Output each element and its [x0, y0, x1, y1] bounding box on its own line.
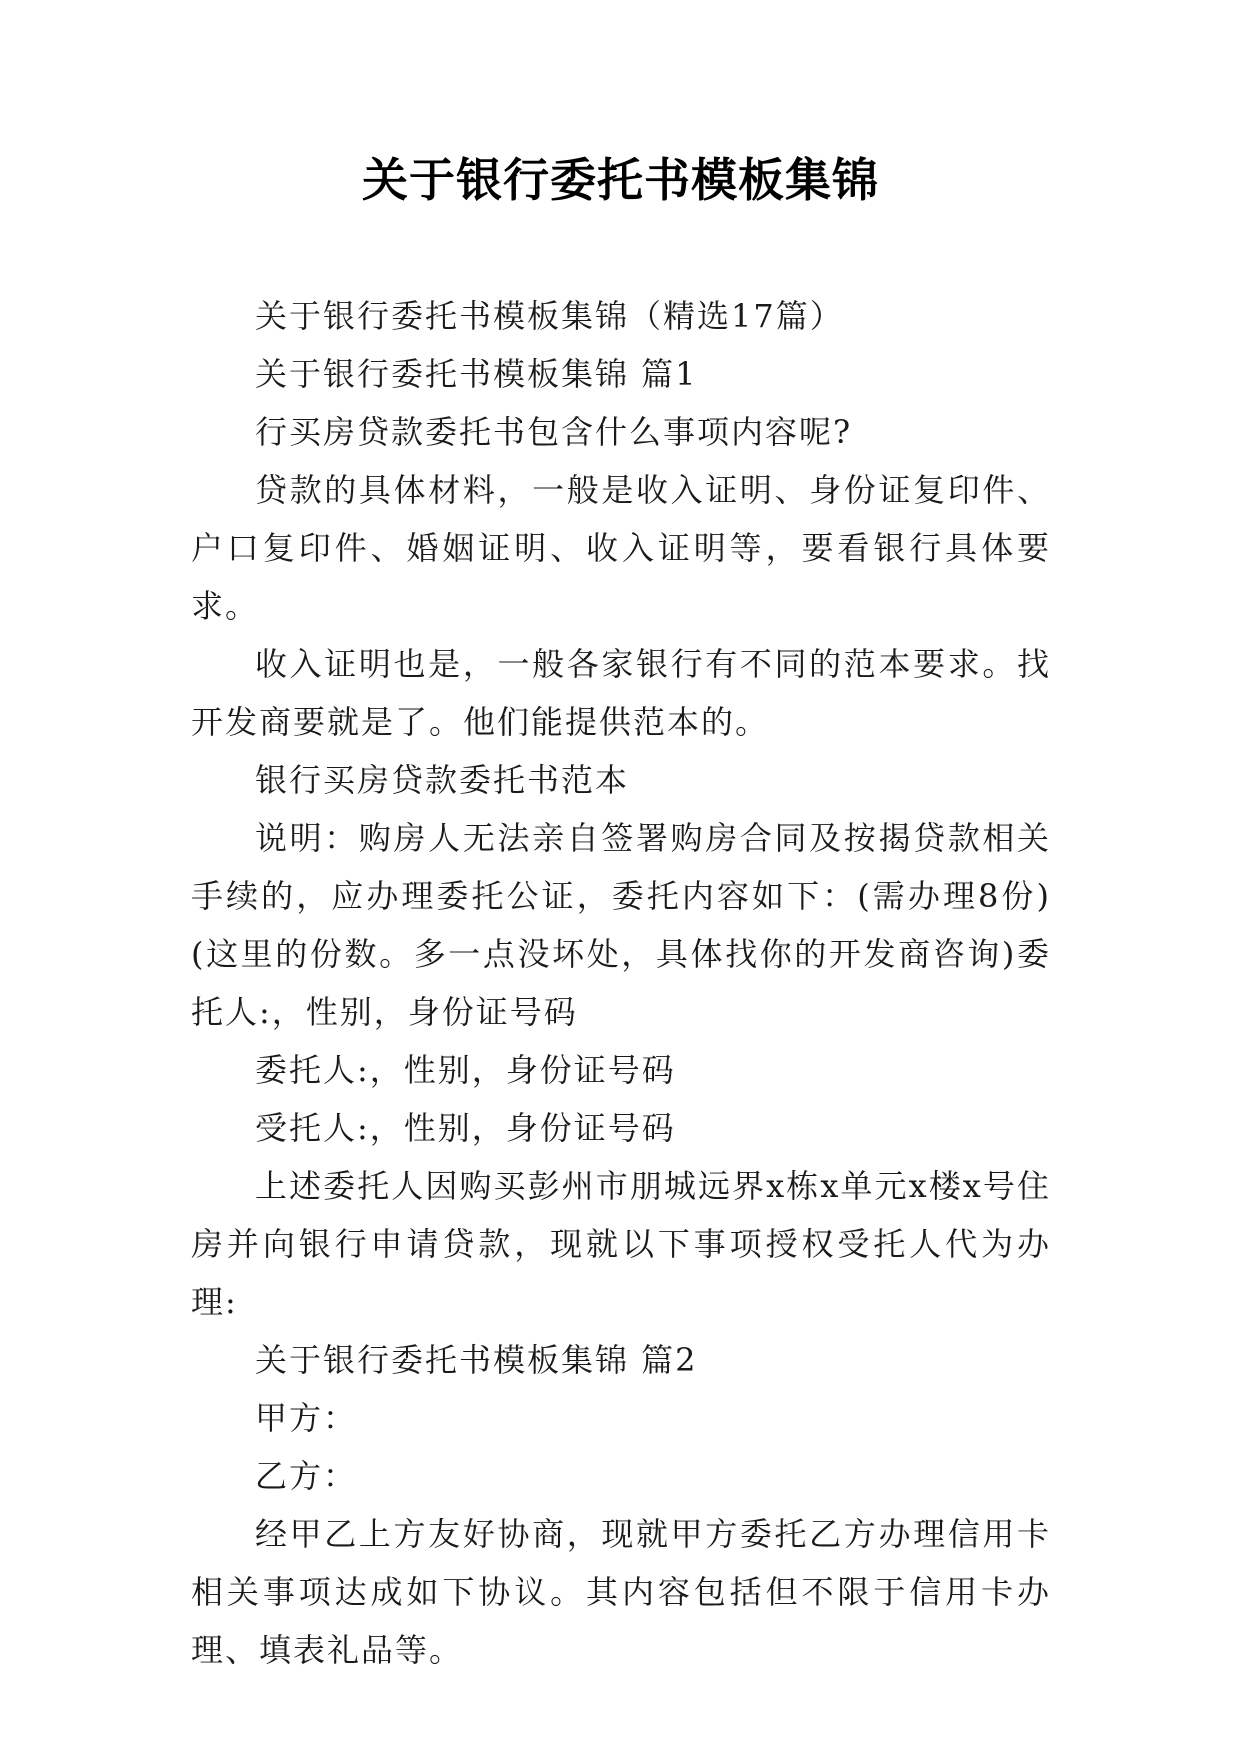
paragraph-agent: 受托人:，性别，身份证号码: [255, 1109, 676, 1147]
paragraph-authorization: 上述委托人因购买彭州市朋城远界x栋x单元x楼x号住房并向银行申请贷款，现就以下事项授权受托人代为办理:: [191, 1167, 1051, 1321]
paragraph-template-heading: 银行买房贷款委托书范本: [255, 761, 630, 799]
paragraph-party-a: 甲方：: [255, 1399, 358, 1437]
paragraph-principal: 委托人:，性别，身份证号码: [255, 1051, 676, 1089]
document-title: 关于银行委托书模板集锦: [362, 153, 879, 207]
paragraph-instructions: 说明：购房人无法亲自签署购房合同及按揭贷款相关手续的，应办理委托公证，委托内容如下：(需办理8份)(这里的份数。多一点没坏处，具体找你的开发商咨询)委托人:，性别，身份证号码: [191, 819, 1051, 1031]
paragraph-section-1-heading: 关于银行委托书模板集锦 篇1: [255, 355, 698, 393]
paragraph-income-proof: 收入证明也是，一般各家银行有不同的范本要求。找开发商要就是了。他们能提供范本的。: [191, 645, 1051, 741]
paragraph-party-b: 乙方：: [255, 1457, 358, 1495]
paragraph-loan-materials: 贷款的具体材料，一般是收入证明、身份证复印件、户口复印件、婚姻证明、收入证明等，要看银行具体要求。: [191, 471, 1051, 625]
paragraph-agreement: 经甲乙上方友好协商，现就甲方委托乙方办理信用卡相关事项达成如下协议。其内容包括但不限于信用卡办理、填表礼品等。: [191, 1515, 1051, 1669]
document-body: [191, 287, 1051, 1679]
paragraph-question: 行买房贷款委托书包含什么事项内容呢?: [255, 413, 853, 451]
paragraph-section-2-heading: 关于银行委托书模板集锦 篇2: [255, 1341, 698, 1379]
paragraph-collection-heading: 关于银行委托书模板集锦（精选17篇）: [255, 297, 844, 335]
